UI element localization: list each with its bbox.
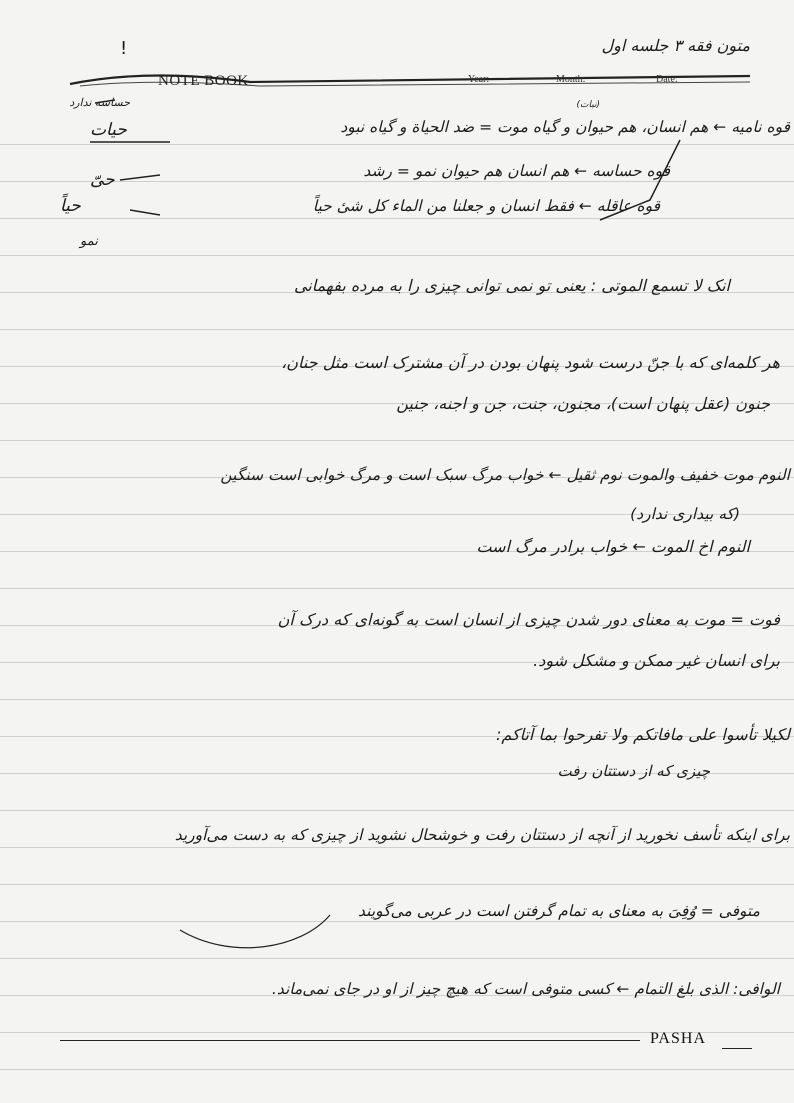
left-word-nomow: نمو — [80, 234, 98, 249]
note-line-10: فوت = موت به معنای دور شدن چیزی از انسان است به گونه‌ای که درک آن — [277, 610, 780, 629]
note-line-5: هر کلمه‌ای که با جنّ درست شود پنهان بودن در آن مشترک است مثل جنان، — [281, 353, 780, 372]
left-word-hayat: حیات — [90, 120, 127, 140]
note-line-14: برای اینکه تأسف نخورید از آنچه از دستتان رفت و خوشحال نشوید از چیزی که به دست می‌آورید — [174, 826, 790, 844]
note-line-13: چیزی که از دستتان رفت — [557, 762, 710, 780]
note-line-11: برای انسان غیر ممکن و مشکل شود. — [533, 651, 780, 670]
footer-rule — [60, 1040, 640, 1041]
notebook-brand: NOTE BOOK — [158, 73, 249, 89]
note-line-16: الوافی: الذی بلغ التمام ← کسی متوفی است که هیچ چیز از او در جای نمی‌ماند. — [271, 980, 780, 998]
note-line-1: قوه نامیه ← هم انسان، هم حیوان و گیاه موت = ضد الحیاة و گیاه نبود — [340, 118, 790, 136]
note-line-6: جنون (عقل پنهان است)، مجنون، جنت، جن و اجنه، جنین — [396, 394, 770, 413]
note-line-4: انک لا تسمع الموتی : یعنی تو نمی توانی چیزی را به مرده بفهمانی — [293, 276, 730, 295]
date-label: Date: — [656, 74, 678, 85]
left-word-hay: حیّ — [90, 170, 115, 190]
top-mark: ! — [120, 38, 128, 59]
month-label: Month: — [556, 74, 586, 85]
note-line-15: متوفی = وُفِیَ به معنای به تمام گرفتن است در عربی می‌گویند — [358, 902, 760, 920]
small-tag: (نبات) — [576, 100, 600, 110]
note-line-9: النوم اخ الموت ← خواب برادر مرگ است — [476, 537, 750, 556]
footer-rule-end — [722, 1048, 752, 1049]
note-line-2: قوه حساسه ← هم انسان هم حیوان نمو = رشد — [363, 162, 670, 180]
year-label: Year: — [468, 74, 490, 85]
page-title: متون فقه ۳ جلسه اول — [601, 36, 750, 55]
note-line-12: لکیلا تأسوا علی مافاتکم ولا تفرحوا بما آتاکم: — [495, 725, 790, 744]
note-line-3: قوه عاقله ← فقط انسان و جعلنا من الماء کل شیٔ حیاً — [312, 197, 660, 215]
note-line-7: النوم موت خفیف والموت نوم ثقیل ← خواب مرگ سبک است و مرگ خوابی است سنگین — [220, 466, 790, 484]
footer-brand: PASHA — [650, 1030, 706, 1047]
note-line-8: (که بیداری ندارد) — [630, 505, 740, 523]
corner-note: حساسه ندارد — [69, 96, 130, 109]
left-word-hayyan: حیاً — [60, 196, 81, 216]
